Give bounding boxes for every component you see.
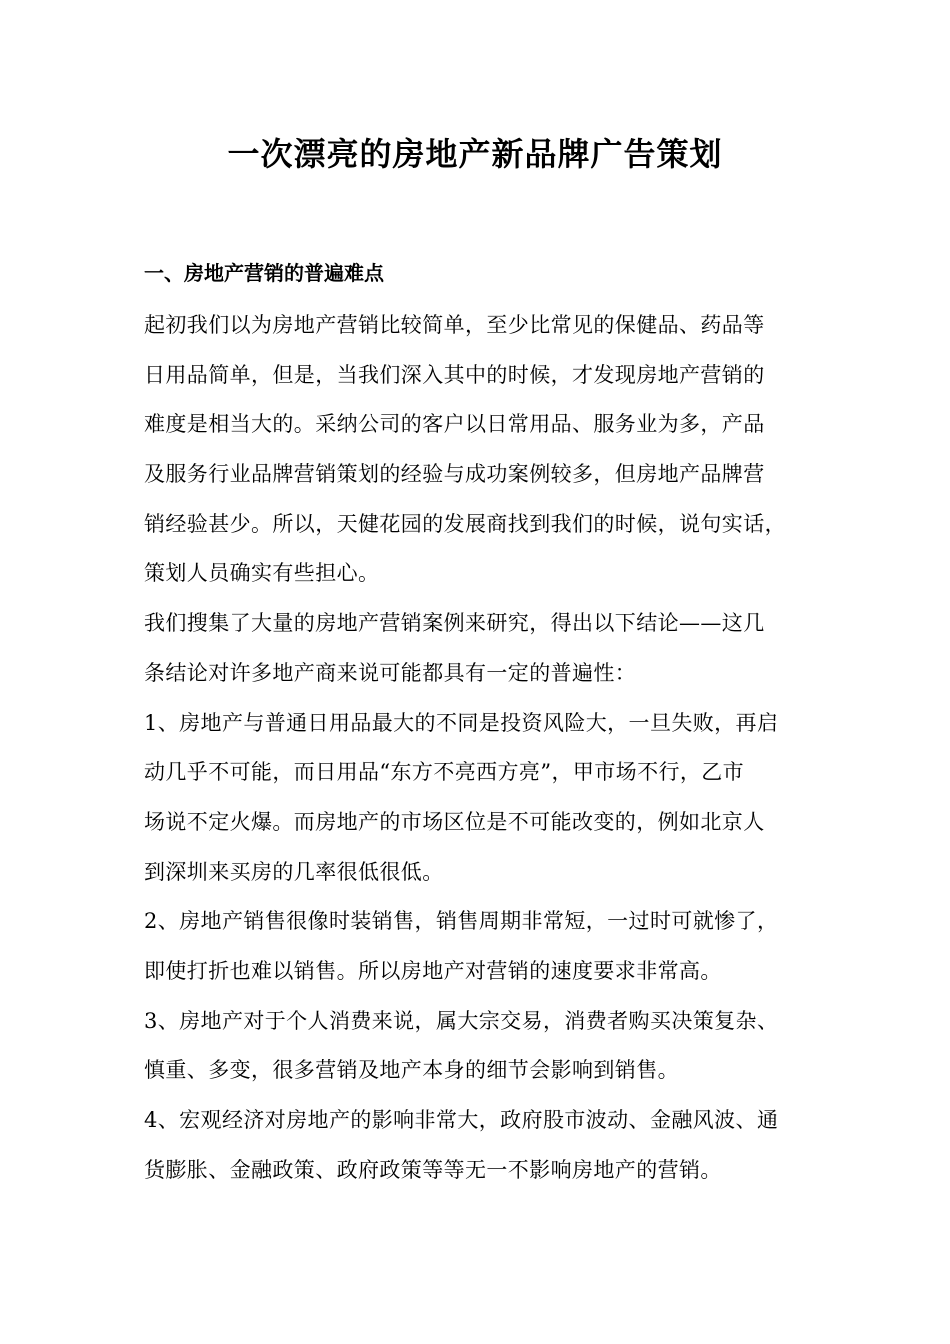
text-line: 日用品简单，但是，当我们深入其中的时候，才发现房地产营销的 (144, 362, 765, 387)
text-line: 4、宏观经济对房地产的影响非常大，政府股市波动、金融风波、通 (144, 1108, 779, 1132)
text-line: 策划人员确实有些担心。 (144, 561, 380, 586)
text-line: 慎重、多变，很多营销及地产本身的细节会影响到销售。 (144, 1058, 679, 1083)
body-text (144, 301, 809, 1195)
text-line: 及服务行业品牌营销策划的经验与成功案例较多，但房地产品牌营 (144, 462, 765, 487)
text-line: 我们搜集了大量的房地产营销案例来研究，得出以下结论——这几 (144, 611, 765, 636)
text-line: 动几乎不可能，而日用品“东方不亮西方亮”，甲市场不行，乙市 (144, 760, 745, 785)
text-line: 1、房地产与普通日用品最大的不同是投资风险大，一旦失败，再启 (144, 710, 779, 735)
text-line: 货膨胀、金融政策、政府政策等等无一不影响房地产的营销。 (144, 1157, 722, 1182)
text-line: 到深圳来买房的几率很低很低。 (144, 859, 444, 884)
text-line: 起初我们以为房地产营销比较简单，至少比常见的保健品、药品等 (144, 313, 765, 337)
text-line: 条结论对许多地产商来说可能都具有一定的普遍性： (144, 660, 637, 685)
text-line: 销经验甚少。所以，天健花园的发展商找到我们的时候，说句实话， (144, 511, 786, 536)
text-line: 场说不定火爆。而房地产的市场区位是不可能改变的，例如北京人 (144, 809, 765, 834)
document-title: 一次漂亮的房地产新品牌广告策划 (227, 135, 723, 173)
text-line: 即使打折也难以销售。所以房地产对营销的速度要求非常高。 (144, 958, 722, 983)
section-heading: 一、房地产营销的普遍难点 (144, 261, 384, 285)
text-line: 2、房地产销售很像时装销售，销售周期非常短，一过时可就惨了， (144, 909, 779, 934)
text-line: 3、房地产对于个人消费来说，属大宗交易，消费者购买决策复杂、 (144, 1008, 779, 1033)
text-line: 难度是相当大的。采纳公司的客户以日常用品、服务业为多，产品 (144, 412, 765, 437)
